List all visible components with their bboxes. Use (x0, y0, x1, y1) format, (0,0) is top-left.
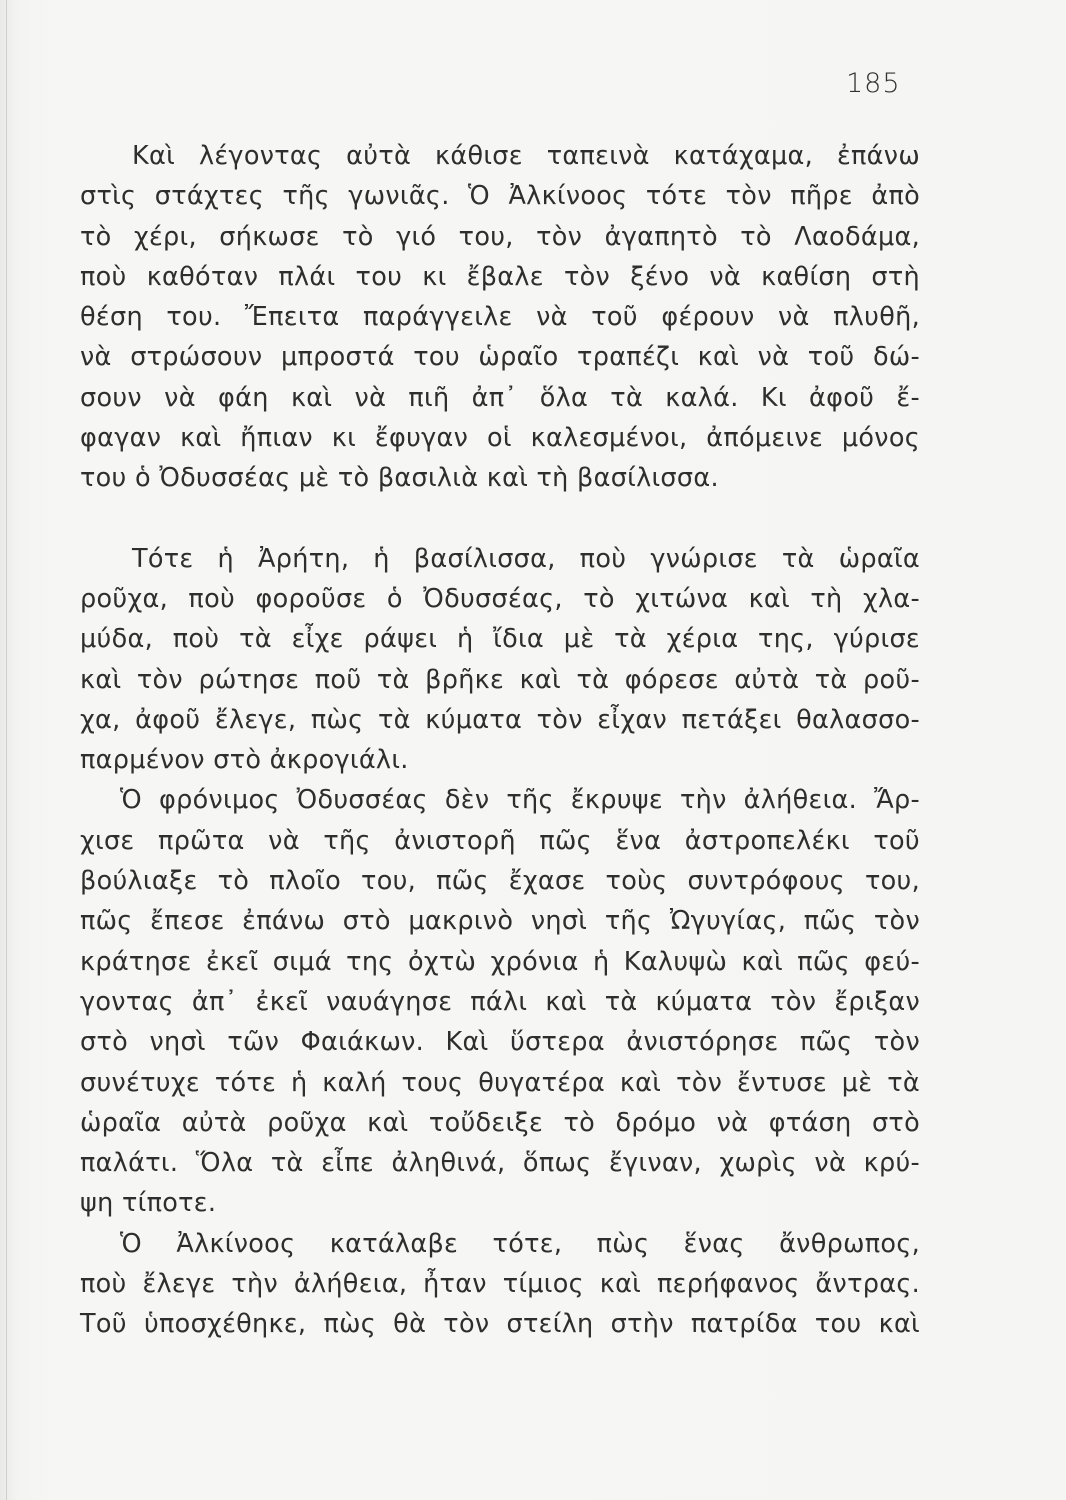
paragraph-3 (80, 780, 920, 1223)
text-line: βούλιαξε τὸ πλοῖο του, πῶς ἔχασε τοὺς συντρόφους του, (80, 866, 920, 897)
text-line: ὡραῖα αὐτὰ ροῦχα καὶ τοὔδειξε τὸ δρόμο νὰ φτάση στὸ (80, 1107, 920, 1138)
paragraph-4 (80, 1224, 920, 1345)
text-line: φαγαν καὶ ἤπιαν κι ἔφυγαν οἱ καλεσμένοι, ἀπόμεινε μόνος (80, 423, 920, 454)
text-line: ψη τίποτε. (80, 1188, 217, 1219)
text-line: σουν νὰ φάη καὶ νὰ πιῆ ἀπ᾿ ὅλα τὰ καλά. Κι ἀφοῦ ἔ- (80, 382, 920, 413)
text-line: πῶς ἔπεσε ἐπάνω στὸ μακρινὸ νησὶ τῆς Ὠγυγίας, πῶς τὸν (80, 906, 920, 937)
text-line: στὶς στάχτες τῆς γωνιᾶς. Ὁ Ἀλκίνοος τότε τὸν πῆρε ἀπὸ (80, 181, 920, 212)
text-line: χισε πρῶτα νὰ τῆς ἀνιστορῆ πῶς ἕνα ἀστροπελέκι τοῦ (80, 825, 920, 856)
text-line: θέση του. Ἔπειτα παράγγειλε νὰ τοῦ φέρουν νὰ πλυθῆ, (80, 302, 920, 333)
text-line: Τότε ἡ Ἀρήτη, ἡ βασίλισσα, ποὺ γνώρισε τὰ ὡραῖα (132, 543, 920, 574)
page-text (80, 136, 920, 1345)
text-line: χα, ἀφοῦ ἔλεγε, πὼς τὰ κύματα τὸν εἶχαν πετάξει θαλασσο- (80, 704, 920, 735)
text-line: νὰ στρώσουν μπροστά του ὡραῖο τραπέζι καὶ νὰ τοῦ δώ- (80, 342, 920, 373)
text-line: παλάτι. Ὅλα τὰ εἶπε ἀληθινά, ὅπως ἔγιναν, χωρὶς νὰ κρύ- (80, 1148, 920, 1179)
text-line: γοντας ἀπ᾿ ἐκεῖ ναυάγησε πάλι καὶ τὰ κύματα τὸν ἔριξαν (80, 986, 920, 1017)
text-line: Ὁ Ἀλκίνοος κατάλαβε τότε, πὼς ἕνας ἄνθρωπος, (120, 1228, 920, 1259)
text-line: ποὺ ἔλεγε τὴν ἀλήθεια, ἦταν τίμιος καὶ περήφανος ἄντρας. (80, 1269, 920, 1300)
text-line: Τοῦ ὑποσχέθηκε, πὼς θὰ τὸν στείλη στὴν πατρίδα του καὶ (80, 1309, 920, 1340)
paragraph-2 (80, 539, 920, 781)
text-line: Ὁ φρόνιμος Ὀδυσσέας δὲν τῆς ἔκρυψε τὴν ἀλήθεια. Ἄρ- (120, 785, 920, 816)
text-line: καὶ τὸν ρώτησε ποῦ τὰ βρῆκε καὶ τὰ φόρεσε αὐτὰ τὰ ροῦ- (80, 664, 920, 695)
text-line: τὸ χέρι, σήκωσε τὸ γιό του, τὸν ἀγαπητὸ τὸ Λαοδάμα, (80, 221, 920, 252)
text-line: κράτησε ἐκεῖ σιμά της ὀχτὼ χρόνια ἡ Καλυψὼ καὶ πῶς φεύ- (80, 946, 920, 977)
paragraph-spacer (80, 499, 920, 539)
text-line: του ὁ Ὀδυσσέας μὲ τὸ βασιλιὰ καὶ τὴ βασίλισσα. (80, 463, 719, 494)
text-line: μύδα, ποὺ τὰ εἶχε ράψει ἡ ἴδια μὲ τὰ χέρια της, γύρισε (80, 624, 920, 655)
text-line: ροῦχα, ποὺ φοροῦσε ὁ Ὀδυσσέας, τὸ χιτώνα καὶ τὴ χλα- (80, 583, 920, 614)
text-line: συνέτυχε τότε ἡ καλή τους θυγατέρα καὶ τὸν ἔντυσε μὲ τὰ (80, 1067, 920, 1098)
text-line: στὸ νησὶ τῶν Φαιάκων. Καὶ ὕστερα ἀνιστόρησε πῶς τὸν (80, 1027, 920, 1058)
paragraph-1 (80, 136, 920, 499)
page-gutter-edge (6, 0, 7, 1500)
text-line: ποὺ καθόταν πλάι του κι ἔβαλε τὸν ξένο νὰ καθίση στὴ (80, 261, 920, 292)
page-number: 185 (846, 68, 901, 99)
text-line: παρμένον στὸ ἀκρογιάλι. (80, 745, 409, 776)
text-line: Καὶ λέγοντας αὐτὰ κάθισε ταπεινὰ κατάχαμα, ἐπάνω (132, 141, 920, 171)
